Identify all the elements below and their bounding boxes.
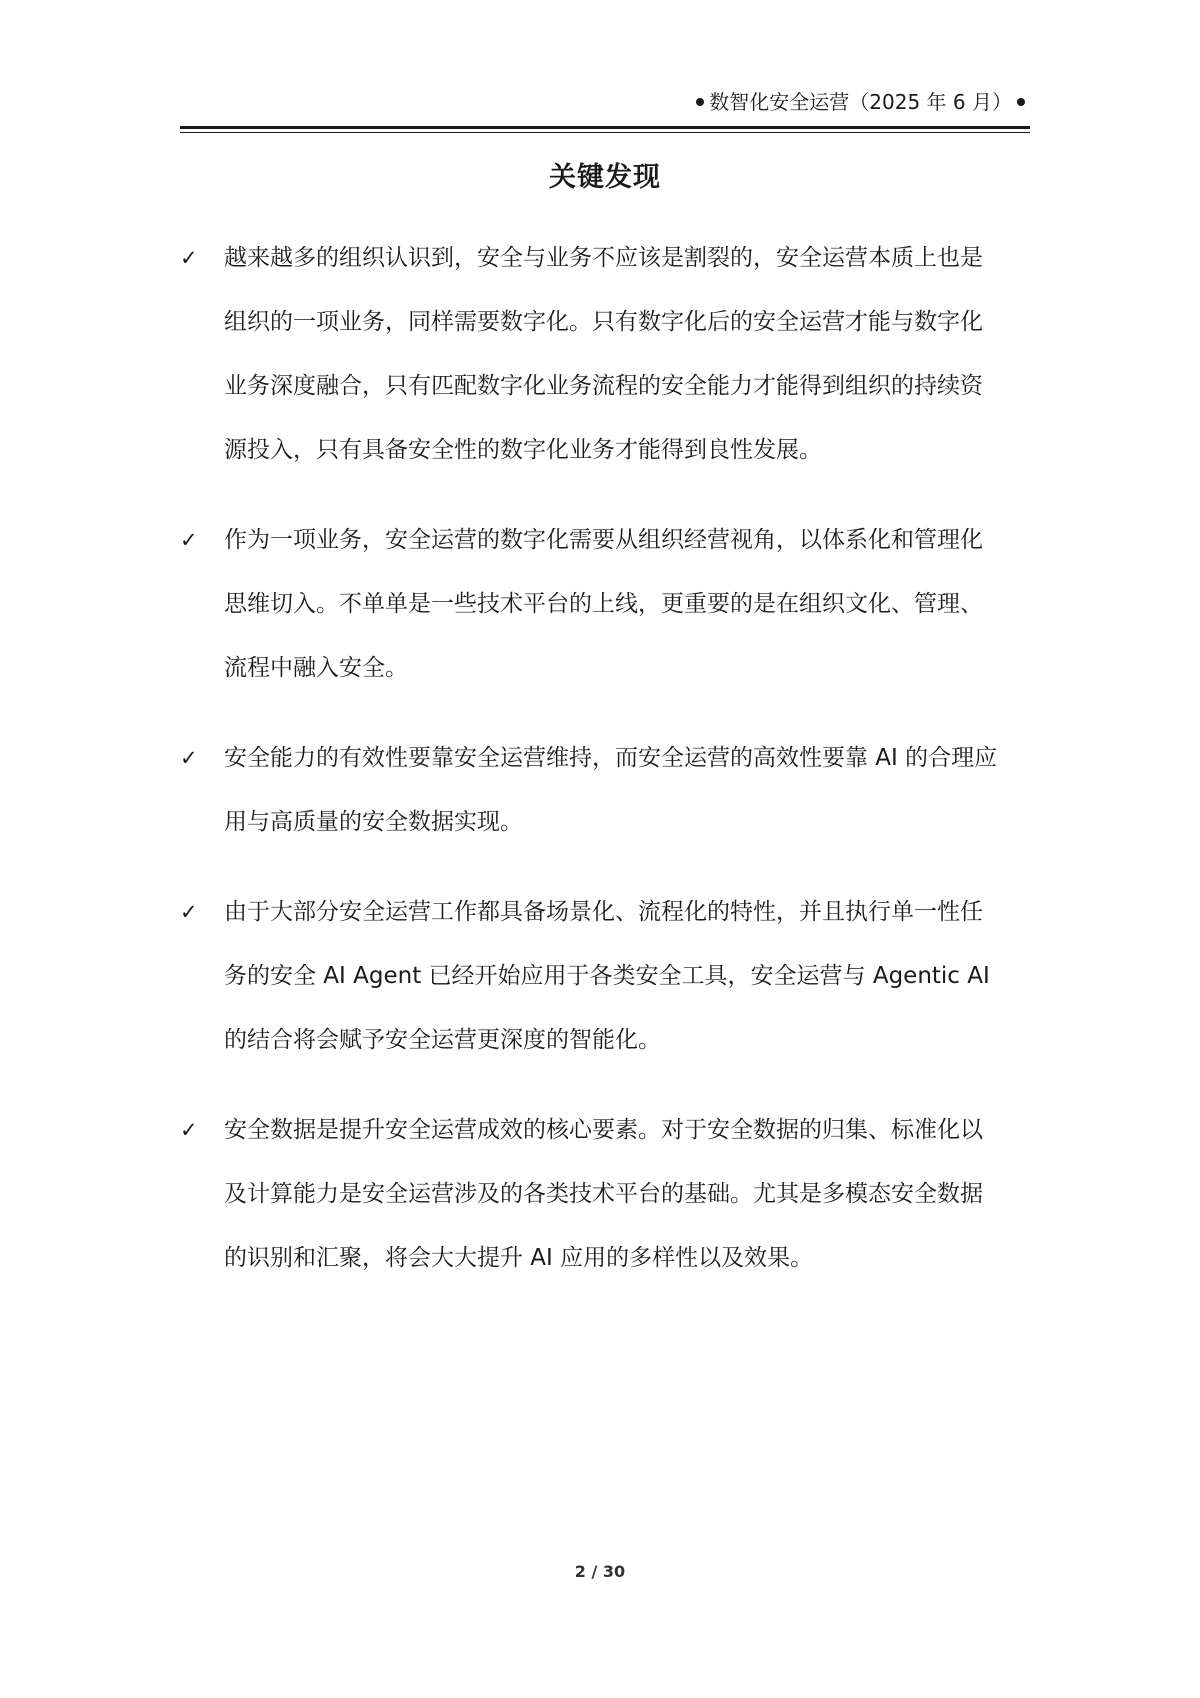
check-icon: ✓ <box>180 528 198 552</box>
check-icon: ✓ <box>180 1118 198 1142</box>
list-item <box>180 508 1030 700</box>
list-item <box>180 1098 1030 1290</box>
finding-text: 安全数据是提升安全运营成效的核心要素。对于安全数据的归集、标准化以及计算能力是安全运营涉及的各类技术平台的基础。尤其是多模态安全数据的识别和汇聚，将会大大提升 AI 应用的多样性以及效果。 <box>224 1117 983 1271</box>
list-item <box>180 880 1030 1072</box>
list-item <box>180 726 1030 854</box>
check-icon: ✓ <box>180 246 198 270</box>
check-icon: ✓ <box>180 746 198 770</box>
finding-text: 安全能力的有效性要靠安全运营维持，而安全运营的高效性要靠 AI 的合理应用与高质量的安全数据实现。 <box>224 745 998 835</box>
finding-text: 越来越多的组织认识到，安全与业务不应该是割裂的，安全运营本质上也是组织的一项业务，同样需要数字化。只有数字化后的安全运营才能与数字化业务深度融合，只有匹配数字化业务流程的安全能力才能得到组织的持续资源投入，只有具备安全性的数字化业务才能得到良性发展。 <box>224 245 983 463</box>
check-icon: ✓ <box>180 900 198 924</box>
page-title: 关键发现 <box>549 162 661 193</box>
findings-list <box>180 226 1030 1316</box>
list-item <box>180 226 1030 482</box>
finding-text: 作为一项业务，安全运营的数字化需要从组织经营视角，以体系化和管理化思维切入。不单单是一些技术平台的上线，更重要的是在组织文化、管理、流程中融入安全。 <box>224 527 983 681</box>
running-title: 数智化安全运营（2025 年 6 月） <box>709 90 1012 114</box>
running-header <box>180 88 1030 116</box>
finding-text: 由于大部分安全运营工作都具备场景化、流程化的特性，并且执行单一性任务的安全 AI Agent 已经开始应用于各类安全工具，安全运营与 Agentic AI 的结合将会赋予安全运营更深度的智能化。 <box>224 899 990 1053</box>
header-rule-thin <box>180 132 1030 133</box>
bullet-dot-icon <box>1017 98 1025 106</box>
bullet-dot-icon <box>696 98 704 106</box>
page-number: 2 / 30 <box>574 1562 626 1581</box>
header-rule-thick <box>180 126 1030 129</box>
